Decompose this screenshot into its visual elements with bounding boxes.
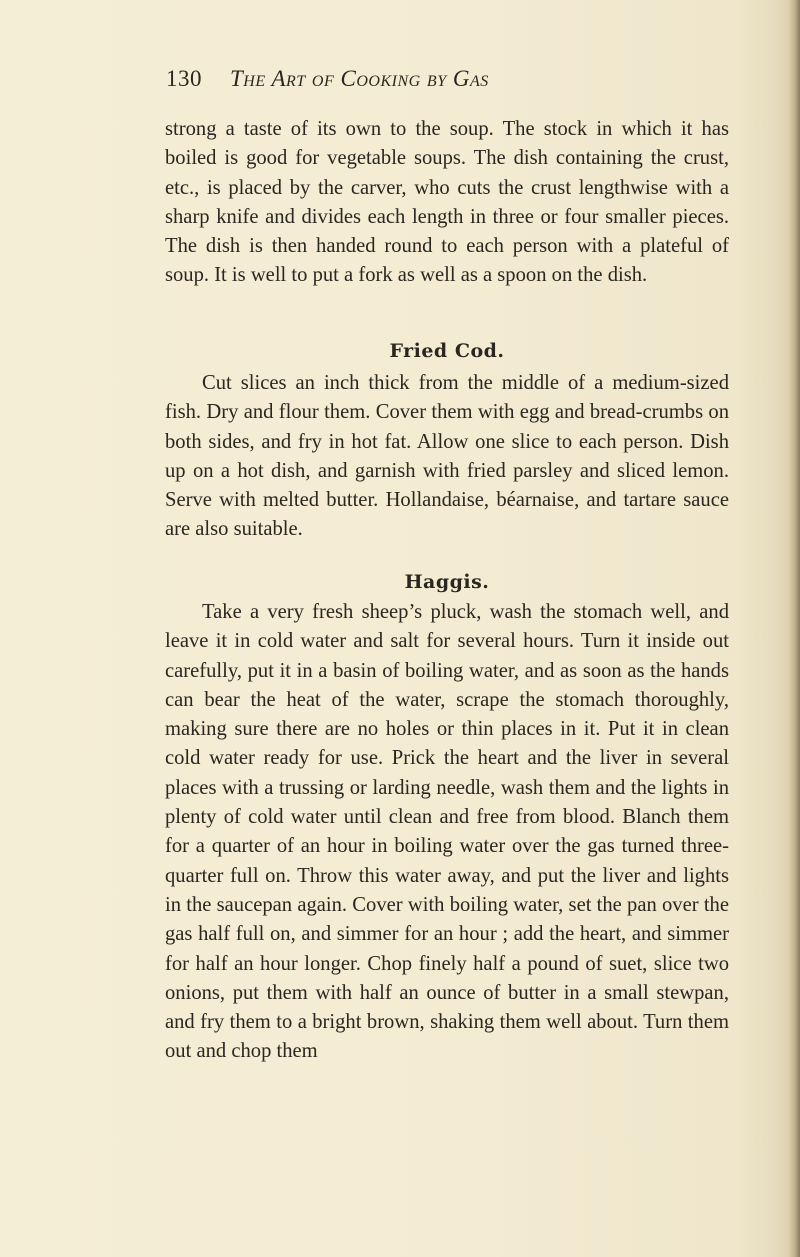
page-number: 130 [166,66,202,91]
page-header [166,66,529,92]
running-title: The Art of Cooking by Gas [230,66,489,91]
fried-cod-heading: Fried Cod. [389,340,505,362]
fried-cod-paragraph: Cut slices an inch thick from the middle of a medium-sized fish. Dry and flour them. Cover them with egg and bread-crumbs on both sides, and fry in hot fat. Allow one slice to each person. Dish up on a hot dish, and garnish with fried parsley and sliced lemon. Serve with melted butter. Hollandaise, béarnaise, and tartare sauce are also suitable. [165,372,729,541]
page-edge-shadow [788,0,800,1257]
haggis-heading: Haggis. [404,571,490,593]
continuation-paragraph: strong a taste of its own to the soup. The stock in which it has boiled is good for vegetable soups. The dish containing the crust, etc., is placed by the carver, who cuts the crust lengthwise with a sharp knife and divides each length in three or four smaller pieces. The dish is then handed round to each person with a plateful of soup. It is well to put a fork as well as a spoon on the dish. [165,118,729,287]
haggis-paragraph: Take a very fresh sheep’s pluck, wash the stomach well, and leave it in cold water and salt for several hours. Turn it inside out carefully, put it in a basin of boiling water, and as soon as the hands can bear the heat of the water, scrape the stomach thoroughly, making sure there are no holes or thin places in it. Put it in clean cold water ready for use. Prick the heart and the liver in several places with a trussing or larding needle, wash them and the lights in plenty of cold water until clean and free from blood. Blanch them for a quarter of an hour in boiling water over the gas turned three-quarter full on. Throw this water away, and put the liver and lights in the saucepan again. Cover with boiling water, set the pan over the gas half full on, and simmer for an hour ; add the heart, and simmer for half an hour longer. Chop finely half a pound of suet, slice two onions, put them with half an ounce of butter in a small stewpan, and fry them to a bright brown, shaking them well about. Turn them out and chop them [165,601,729,1063]
